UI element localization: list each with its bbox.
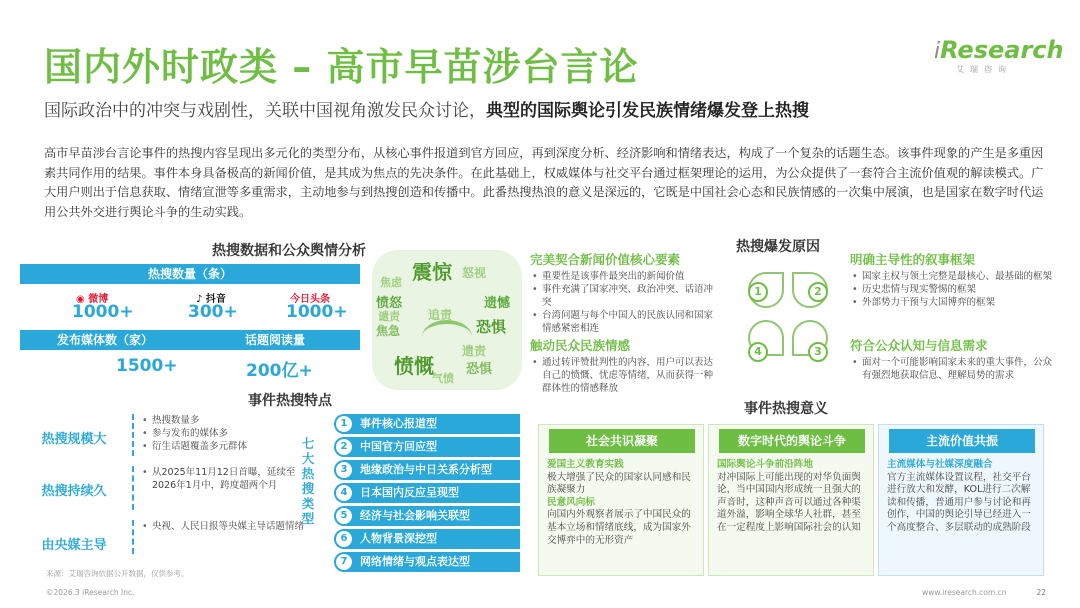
type-label: 事件核心报道型 [360,417,437,430]
douyin-value: 300+ [188,302,238,322]
page-number: 22 [1036,588,1046,597]
subtitle-plain: 国际政治中的冲突与戏剧性，关联中国视角激发民众讨论， [44,101,486,121]
card-3-p1-head: 主流媒体与社媒深度融合 [887,459,993,470]
cause-4-head: 符合公众认知与信息需求 [850,338,988,353]
cause-1-bullet: • 重要性是该事件最突出的新闻价值 [530,270,720,283]
type-item [334,506,520,526]
card-2-p1: 对冲国际上可能出现的对华负面舆论，当中国国内形成统一且强大的声音时，这种声音可以通过各种渠道外溢，影响全球华人社群，甚至在一定程度上影响国际社会的认知 [717,471,861,533]
intro-paragraph: 高市早苗涉台言论事件的热搜内容呈现出多元化的类型分布，从核心事件报道到官方回应，再到深度分析、经济影响和情绪表达，构成了一个复杂的话题生态。该事件现象的产生是多重因素共同作用的结果。事件本身具备极高的新闻价值，是其成为焦点的先决条件。在此基础上，权威媒体与社交平台通过框架理论的运用，为公众提供了一套符合主流价值观的解读模式。广大用户则出于信息获取、情绪宣泄等多重需求，主动地参与到热搜创造和传播中。此番热搜热浪的意义是深远的，它既是中国社会心态和民族情感的一次集中展演，也是国家在数字时代运用公共外交进行舆论斗争的生动实践。 [44,146,1044,219]
feature-bullet: • 衍生话题覆盖多元群体 [140,440,318,453]
cause-number: 3 [808,342,828,362]
type-item [334,437,520,457]
hot-count-label: 热搜数量（条） [147,267,232,281]
media-value: 1500+ [116,356,178,376]
cause-1-bullet: • 台湾问题与每个中国人的民族认同和国家情感紧密相连 [530,309,720,335]
feature-bullet: • 参与发布的媒体多 [140,427,318,440]
feature-label: 热搜规模大 [41,432,107,447]
feature-text [132,466,318,510]
types-vertical-label: 七大热搜类型 [301,436,315,526]
cause-4-bullet: • 面对一个可能影响国家未来的重大事件，公众有强烈地获取信息、理解局势的需求 [850,356,1060,382]
iresearch-logo [934,36,1064,74]
stats-panel [20,264,360,388]
media-read-bar [20,330,360,350]
cause-1 [530,250,720,335]
significance-card-2 [708,424,874,576]
card-1-p2-head: 民意风向标 [547,496,595,508]
source-footnote: 来源：艾瑞咨询依据公开数据，仅供参考。 [46,569,189,578]
type-label: 网络情绪与观点表达型 [360,555,470,568]
page-footer [46,588,1046,597]
type-label: 人物背景深挖型 [360,532,437,545]
cause-number: 4 [748,342,768,362]
cause-3 [530,336,720,395]
word: 恐惧 [476,318,507,336]
word: 气愤 [432,372,454,385]
word: 愤怒 [376,296,403,311]
subtitle-bold: 典型的国际舆论引发民族情绪爆发登上热搜 [486,101,809,121]
card-3-head: 主流价值共振 [889,429,1035,453]
type-number: 1 [336,416,352,432]
features-section-title: 事件热搜特点 [248,393,332,409]
weibo-icon: ◉ 微博 [76,294,109,305]
cause-3-head: 触动民众民族情感 [530,338,631,353]
word: 怒视 [462,266,487,280]
feature-bullet: • 热搜数量多 [140,414,318,427]
word: 谴责 [378,310,400,323]
card-1-p2: 向国内外观察者展示了中国民众的基本立场和情绪底线，成为国家外交博弈中的无形资产 [547,509,691,546]
card-1-body [547,459,699,547]
word: 遗责 [462,344,487,358]
card-1-p1-head: 爱国主义教育实践 [547,459,624,470]
card-2-head: 数字时代的舆论斗争 [719,429,865,453]
feature-bullet: • 从2025年11月12日首曝，延续至2026年1月中，跨度超两个月 [140,466,318,492]
type-item [334,552,520,572]
feature-text [132,414,318,456]
logo-i: i [934,39,941,64]
toutiao-value: 1000+ [286,302,348,322]
feature-text [132,520,318,554]
word: 恐惧 [466,362,493,377]
card-1-p1: 极大增强了民众的国家认同感和民族凝聚力 [547,471,691,496]
type-label: 日本国内反应呈现型 [360,486,459,499]
feature-bullet: • 央视、人民日报等央媒主导话题情绪 [140,520,318,533]
significance-card-1 [538,424,704,576]
type-item [334,529,520,549]
card-3-p1: 官方主流媒体设置议程，社交平台进行放大和发酵，KOL进行二次解读和传播，普通用户参与讨论和再创作，中国的舆论引导已经进入一个高度整合、多层联动的成熟阶段 [887,471,1031,533]
cause-2-bullet: • 国家主权与领土完整是最核心、最基础的框架 [850,270,1060,283]
read-label: 话题阅读量 [244,333,305,347]
type-number: 4 [336,485,352,501]
significance-card-3 [878,424,1044,576]
causes-flower-diagram [740,264,836,368]
media-label: 发布媒体数（家） [56,333,153,347]
cause-2-head: 明确主导性的叙事框架 [850,252,976,267]
type-item [334,414,520,434]
logo-sub: 艾瑞咨询 [956,65,1012,74]
word: 震惊 [412,260,452,284]
cause-2-bullet: • 外部势力干预与大国博弈的框架 [850,296,1060,309]
type-number: 6 [336,531,352,547]
type-label: 中国官方回应型 [360,440,437,453]
page-subtitle [44,96,1054,121]
cause-2 [850,250,1060,309]
weibo-value: 1000+ [72,302,134,322]
cause-3-bullet: • 通过转评赞批判性的内容，用户可以表达自己的愤慨、忧虑等情绪，从而获得一种群体性的情感释放 [530,356,720,395]
type-item [334,460,520,480]
word: 遗憾 [484,296,511,311]
type-label: 经济与社会影响关联型 [360,509,470,522]
type-number: 3 [336,462,352,478]
logo-rest: Research [940,36,1064,64]
platform-douyin: 抖音 [205,294,226,305]
cause-4 [850,336,1060,382]
cause-number: 1 [748,282,768,302]
significance-section-title: 事件热搜意义 [744,401,828,417]
copyright: ©2026.3 iResearch Inc. [46,588,135,597]
cause-number: 2 [808,282,828,302]
word: 焦急 [376,324,401,338]
platform-toutiao: 今日头条 [290,294,330,305]
feature-label: 由央媒主导 [41,538,107,553]
stats-section-title: 热搜数据和公众舆情分析 [212,243,366,259]
type-item [334,483,520,503]
cause-2-bullet: • 历史悲情与现实警惕的框架 [850,283,1060,296]
emotion-word-cloud [372,250,522,390]
hot-count-bar [20,264,360,284]
card-3-body [887,459,1039,535]
website-link[interactable]: www.iresearch.com.cn [922,588,1007,597]
causes-section-title: 热搜爆发原因 [736,239,820,255]
word: 追责 [428,308,453,322]
page-title: 国内外时政类 – 高市早苗涉台言论 [44,45,639,89]
card-2-p1-head: 国际舆论斗争前沿阵地 [717,459,813,470]
type-number: 5 [336,508,352,524]
type-number: 2 [336,439,352,455]
card-2-body [717,459,869,535]
cause-1-head: 完美契合新闻价值核心要素 [530,252,681,267]
type-label: 地缘政治与中日关系分析型 [360,463,492,476]
word: 焦虑 [380,276,402,289]
feature-label: 热搜持续久 [41,484,107,499]
card-1-head: 社会共识凝聚 [549,429,695,453]
douyin-icon: ♪ 抖音 [196,294,226,305]
platform-weibo: 微博 [88,294,109,305]
read-value: 200亿+ [246,361,313,381]
type-number: 7 [336,554,352,570]
cause-1-bullet: • 事件充满了国家冲突、政治冲突、话语冲突 [530,283,720,309]
word: 愤慨 [394,354,434,378]
